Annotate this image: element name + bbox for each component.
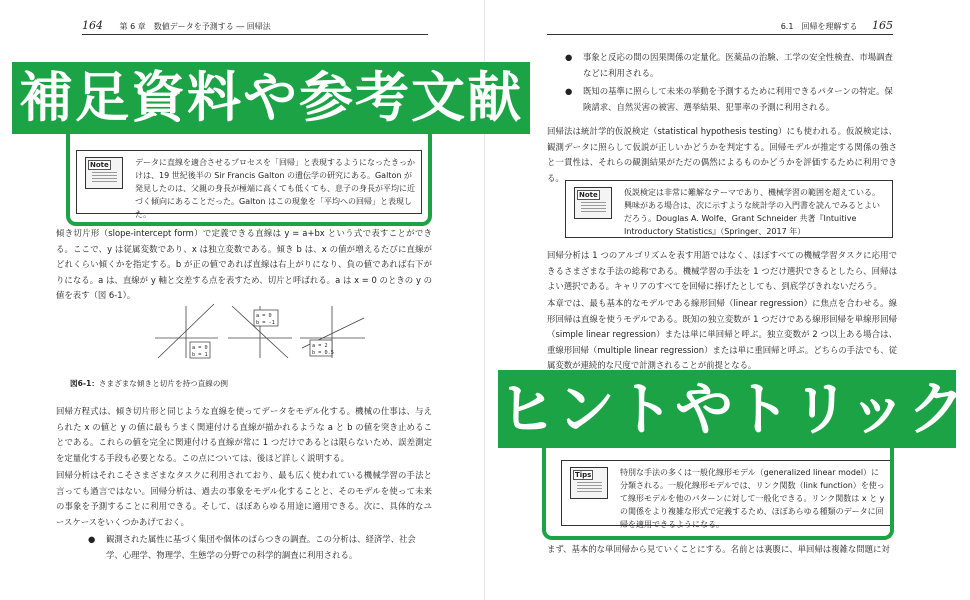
left-paragraph-1: 傾き切片形（slope-intercept form）で定義できる直線は y = a+bx という式で表すことができる。ここで、y は従属変数であり、x は独立変数である。傾き b は、x の値が増えるたびに直線がどれくらい傾くかを指定する。b が正の値であれば直線は右上がりになり、負の値であれば右下がりになる。a は、直線が y 軸と交差する点を表すため、切片と呼ばれる。a は x = 0 のときの y の値を表す（図 6-1）。 [56,228,432,301]
figure-label-1b: b = 1 [192,352,208,358]
right-paragraph-4: まず、基本的な単回帰から見ていくことにする。名前とは裏腹に、単回帰は複雑な問題に対 [547,544,890,554]
right-bullet-1 [563,50,893,81]
left-paragraph-2: 回帰方程式は、傾き切片形と同じような直線を使ってデータをモデル化する。機械の仕事は、与えられた x の値と y の値に最もうまく関連付ける直線が描かれるような a と b の値を突き止めることである。これらの値を完全に関連付ける直線が常に 1 つだけであるとは限らないため、誤差測定を定量化する手段も必要となる。この点については、後ほど詳しく説明する。 [56,406,432,463]
banner-bottom-frame [542,448,894,540]
tips-icon-label: Tips [575,471,592,479]
left-running-head [82,18,428,35]
banner-top: 補足資料や参考文献 [12,62,530,134]
right-running-title: 6.1 回帰を理解する [780,22,858,31]
right-paragraph-1: 回帰法は統計学的仮説検定（statistical hypothesis testing）にも使われる。仮説検定は、観測データに照らして仮説が正しいかどうかを判定する。回帰モデルが推定する関係の強さと一貫性は、それらの観測結果がただの偶然によるものかどうかを評価するために利用できる。 [547,126,897,183]
figure-label-3b: b = 0.5 [312,350,334,356]
right-note-icon-label: Note [579,191,598,199]
figure-caption-label: 図6-1： [70,379,99,388]
figure-caption [70,378,430,389]
bullet-dot: ● [565,52,573,62]
figure-label-2a: a = 0 [256,313,272,319]
bullet-dot: ● [88,534,96,544]
right-bullet-1-text: 事象と反応の間の因果関係の定量化。医薬品の治験、工学の安全性検査、市場調査などに利用される。 [583,52,893,78]
banner-top-frame [66,134,432,226]
left-running-title: 第 6 章 数値データを予測する ― 回帰法 [119,22,271,31]
right-note-box [565,180,893,238]
right-paragraph-2: 回帰分析は 1 つのアルゴリズムを表す用語ではなく、ほぼすべての機械学習タスクに応用できるさまざまな手法の総称である。機械学習の手法を 1 つだけ選択できるとしたら、回帰はよい選択である。キャリアのすべてを回帰に捧げたとしても、到底学びきれないだろう。 [547,250,897,292]
left-bullet-1-text: 観測された属性に基づく集団や個体のばらつきの調査。この分析は、経済学、社会学、心理学、物理学、生態学の分野での科学的調査に利用される。 [106,534,416,560]
figure-caption-text: さまざまな傾きと切片を持つ直線の例 [98,379,229,388]
tips-text: 特別な手法の多くは一般化線形モデル（generalized linear model）に分類される。一般化線形モデルでは、リンク関数（link function）を使って線形モデルを他のパターンに対して一般化できる。リンク関数は x と y の関係をより複雑な形式で定義するため、ほぼあらゆる種類のデータに回帰を適用できるようになる。 [620,468,885,529]
note-icon-label: Note [90,161,109,169]
figure-6-1 [150,300,370,366]
bullet-dot: ● [565,86,573,96]
note-icon [574,187,612,219]
left-bullet-1 [86,532,432,563]
left-note-text: データに直線を適合させるプロセスを「回帰」と表現するようになったきっかけは、19 世紀後半の Sir Francis Galton の遺伝学の研究にある。Galton が発見したのは、父親の身長が極端に高くても低くても、息子の身長が平均に近づく傾向にあることだった。Galton はこの現象を「平均への回帰」と表現した。 [135,158,415,219]
right-bullet-2 [563,84,893,115]
banner-bottom: ヒントやトリック [498,370,956,448]
right-paragraph-3: 本章では、最も基本的なモデルである線形回帰（linear regression）に焦点を合わせる。線形回帰は直線を使うモデルである。既知の独立変数が 1 つだけである線形回帰を単線形回帰（simple linear regression）または単に単回帰と呼ぶ。独立変数が 2 つ以上ある場合は、重線形回帰（multiple linear regression）または単に重回帰と呼ぶ。どちらの手法でも、従属変数が連続的な尺度で計測されることが前提となる。 [547,298,897,371]
left-page-number: 164 [82,19,103,32]
figure-label-2b: b = -1 [256,320,275,326]
right-bullet-2-text: 既知の基準に照らして未来の挙動を予測するために利用できるパターンの特定。保険請求、自然災害の被害、選挙結果、犯罪率の予測に利用される。 [583,86,893,112]
left-paragraph-3: 回帰分析はそれこそさまざまなタスクに利用されており、最も広く使われている機械学習の手法と言っても過言ではない。回帰分析は、過去の事象をモデル化することと、そのモデルを使って未来の事象を予測することに利用できる。そして、ほぼあらゆる用途に適用できる。次に、具体的なユースケースをいくつかあげておく。 [56,470,432,527]
figure-label-1a: a = 0 [192,345,208,351]
right-note-text: 仮説検定は非常に難解なテーマであり、機械学習の範囲を超えている。興味がある場合は、次に示すような統計学の入門書を読んでみるとよいだろう。Douglas A. Wolfe、Grant Schneider 共著『Intuitive Introductory Statistics』（Springer、2017 年） [624,188,880,236]
right-page-number: 165 [872,19,893,32]
figure-label-3a: a = 2 [312,343,328,349]
figure-graphs [150,300,370,362]
right-running-head [547,18,893,35]
